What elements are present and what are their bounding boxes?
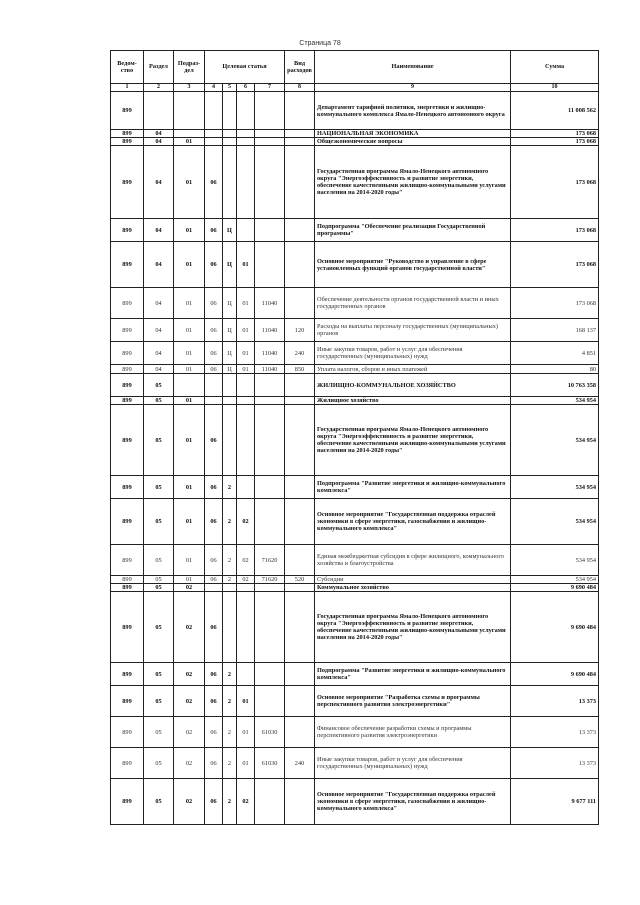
cell-ved: 899 — [111, 374, 144, 397]
cell-ved: 899 — [111, 365, 144, 374]
cell-name: ЖИЛИЩНО-КОММУНАЛЬНОЕ ХОЗЯЙСТВО — [315, 374, 511, 397]
cell-vid: 240 — [285, 342, 315, 365]
cell-tgt-d — [255, 779, 285, 825]
cell-tgt-b — [223, 92, 237, 130]
header-podrazdel: Подраз-дел — [174, 51, 205, 84]
cell-ved: 899 — [111, 545, 144, 576]
table-row — [111, 288, 599, 319]
cell-vid — [285, 130, 315, 138]
col-number: 8 — [285, 84, 315, 92]
cell-podrazdel: 01 — [174, 242, 205, 288]
cell-podrazdel: 01 — [174, 146, 205, 219]
cell-sum: 534 954 — [511, 397, 599, 405]
cell-sum: 13 373 — [511, 748, 599, 779]
cell-ved: 899 — [111, 146, 144, 219]
cell-tgt-d — [255, 397, 285, 405]
cell-sum: 173 068 — [511, 146, 599, 219]
table-row — [111, 779, 599, 825]
table-row — [111, 219, 599, 242]
cell-podrazdel: 01 — [174, 576, 205, 584]
cell-tgt-c — [237, 397, 255, 405]
cell-vid — [285, 584, 315, 592]
cell-tgt-d — [255, 499, 285, 545]
cell-vid: 240 — [285, 748, 315, 779]
cell-tgt-d — [255, 663, 285, 686]
cell-podrazdel: 01 — [174, 138, 205, 146]
cell-tgt-b: 2 — [223, 576, 237, 584]
cell-razdel: 04 — [144, 130, 174, 138]
header-ved: Ведом-ство — [111, 51, 144, 84]
cell-vid — [285, 545, 315, 576]
col-number: 5 — [223, 84, 237, 92]
cell-tgt-d — [255, 405, 285, 476]
cell-podrazdel: 01 — [174, 219, 205, 242]
cell-podrazdel: 01 — [174, 405, 205, 476]
cell-vid — [285, 405, 315, 476]
cell-name: Основное мероприятие "Государственная поддержка отраслей экономики в сфере энергетики, газоснабжения и жилищно-коммунального комплекса" — [315, 499, 511, 545]
cell-tgt-a: 06 — [205, 242, 223, 288]
cell-name: Подпрограмма "Обеспечение реализации Государственной программы" — [315, 219, 511, 242]
cell-tgt-c — [237, 130, 255, 138]
col-number: 9 — [315, 84, 511, 92]
cell-vid — [285, 242, 315, 288]
cell-tgt-b: 2 — [223, 686, 237, 717]
cell-tgt-c: 01 — [237, 365, 255, 374]
cell-name: Иные закупки товаров, работ и услуг для обеспечения государственных (муниципальных) нужд — [315, 342, 511, 365]
cell-name: Основное мероприятие "Государственная поддержка отраслей экономики в сфере энергетики, газоснабжения и жилищно-коммунального комплекса" — [315, 779, 511, 825]
cell-razdel: 04 — [144, 342, 174, 365]
cell-sum: 80 — [511, 365, 599, 374]
cell-sum: 9 690 484 — [511, 584, 599, 592]
table-row — [111, 476, 599, 499]
cell-vid — [285, 592, 315, 663]
table-row — [111, 130, 599, 138]
cell-ved: 899 — [111, 397, 144, 405]
table-row — [111, 499, 599, 545]
cell-name: Основное мероприятие "Разработка схемы и программы перспективного развития электроэнергетики" — [315, 686, 511, 717]
cell-tgt-c — [237, 476, 255, 499]
cell-vid — [285, 288, 315, 319]
cell-tgt-a: 06 — [205, 342, 223, 365]
cell-razdel: 04 — [144, 219, 174, 242]
cell-tgt-a: 06 — [205, 545, 223, 576]
cell-podrazdel — [174, 374, 205, 397]
cell-razdel: 05 — [144, 397, 174, 405]
cell-name: Общеэкономические вопросы — [315, 138, 511, 146]
cell-tgt-c: 01 — [237, 242, 255, 288]
cell-tgt-c: 02 — [237, 779, 255, 825]
cell-tgt-d — [255, 146, 285, 219]
cell-vid — [285, 219, 315, 242]
cell-ved: 899 — [111, 342, 144, 365]
cell-sum: 534 954 — [511, 499, 599, 545]
cell-razdel: 05 — [144, 717, 174, 748]
col-number: 4 — [205, 84, 223, 92]
cell-tgt-c: 01 — [237, 686, 255, 717]
cell-tgt-d: 11040 — [255, 342, 285, 365]
cell-name: Основное мероприятие "Руководство и управление в сфере установленных функций органов государственной власти" — [315, 242, 511, 288]
cell-tgt-d: 61030 — [255, 717, 285, 748]
cell-name: Уплата налогов, сборов и иных платежей — [315, 365, 511, 374]
cell-vid — [285, 374, 315, 397]
cell-tgt-a — [205, 138, 223, 146]
col-number: 3 — [174, 84, 205, 92]
cell-podrazdel: 02 — [174, 717, 205, 748]
cell-vid — [285, 686, 315, 717]
cell-razdel: 05 — [144, 405, 174, 476]
cell-tgt-c: 01 — [237, 288, 255, 319]
cell-tgt-a — [205, 584, 223, 592]
cell-sum: 9 690 484 — [511, 663, 599, 686]
col-number: 7 — [255, 84, 285, 92]
header-name: Наименование — [315, 51, 511, 84]
cell-podrazdel: 02 — [174, 779, 205, 825]
cell-vid — [285, 717, 315, 748]
cell-ved: 899 — [111, 92, 144, 130]
cell-vid — [285, 146, 315, 219]
cell-podrazdel — [174, 92, 205, 130]
cell-tgt-c — [237, 219, 255, 242]
header-sum: Сумма — [511, 51, 599, 84]
cell-podrazdel: 01 — [174, 476, 205, 499]
col-number: 1 — [111, 84, 144, 92]
cell-name: Расходы на выплаты персоналу государственных (муниципальных) органов — [315, 319, 511, 342]
cell-tgt-d — [255, 92, 285, 130]
cell-tgt-b: 2 — [223, 663, 237, 686]
cell-tgt-d — [255, 242, 285, 288]
cell-podrazdel: 02 — [174, 584, 205, 592]
cell-razdel — [144, 92, 174, 130]
col-number: 10 — [511, 84, 599, 92]
cell-name: Жилищное хозяйство — [315, 397, 511, 405]
cell-tgt-a: 06 — [205, 405, 223, 476]
cell-sum: 173 068 — [511, 242, 599, 288]
cell-tgt-b: 2 — [223, 476, 237, 499]
cell-tgt-d: 71620 — [255, 545, 285, 576]
cell-name: Финансовое обеспечение разработки схемы и программы перспективного развития электроэнергетики — [315, 717, 511, 748]
cell-razdel: 05 — [144, 576, 174, 584]
cell-tgt-b — [223, 397, 237, 405]
cell-sum: 9 690 484 — [511, 592, 599, 663]
cell-tgt-b: Ц — [223, 365, 237, 374]
cell-name: Государственная программа Ямало-Ненецкого автономного округа "Энергоэффективность и развитие энергетики, обеспечение качественными жилищно-коммунальными услугами населения на 2014-2020 годы" — [315, 146, 511, 219]
table-row — [111, 365, 599, 374]
cell-podrazdel: 01 — [174, 365, 205, 374]
cell-sum: 11 008 562 — [511, 92, 599, 130]
cell-vid: 850 — [285, 365, 315, 374]
col-number: 2 — [144, 84, 174, 92]
cell-podrazdel: 01 — [174, 499, 205, 545]
header-target-article: Целевая статья — [205, 51, 285, 84]
cell-tgt-d — [255, 138, 285, 146]
cell-tgt-c — [237, 374, 255, 397]
table-row — [111, 663, 599, 686]
cell-tgt-a: 06 — [205, 365, 223, 374]
cell-sum: 4 851 — [511, 342, 599, 365]
cell-tgt-b: Ц — [223, 242, 237, 288]
cell-tgt-c: 02 — [237, 576, 255, 584]
cell-razdel: 05 — [144, 476, 174, 499]
cell-ved: 899 — [111, 584, 144, 592]
cell-sum: 10 763 358 — [511, 374, 599, 397]
cell-tgt-a: 06 — [205, 748, 223, 779]
cell-ved: 899 — [111, 219, 144, 242]
cell-tgt-d: 11040 — [255, 288, 285, 319]
col-number: 6 — [237, 84, 255, 92]
cell-tgt-a: 06 — [205, 592, 223, 663]
cell-tgt-c — [237, 92, 255, 130]
cell-name: Государственная программа Ямало-Ненецкого автономного округа "Энергоэффективность и развитие энергетики, обеспечение качественными жилищно-коммунальными услугами населения на 2014-2020 годы" — [315, 592, 511, 663]
cell-vid: 120 — [285, 319, 315, 342]
cell-ved: 899 — [111, 319, 144, 342]
cell-name: Единая межбюджетная субсидия в сфере жилищного, коммунального хозяйства и благоустройства — [315, 545, 511, 576]
cell-tgt-a: 06 — [205, 319, 223, 342]
cell-sum: 168 137 — [511, 319, 599, 342]
cell-sum: 9 677 111 — [511, 779, 599, 825]
table-row — [111, 397, 599, 405]
cell-tgt-b — [223, 405, 237, 476]
cell-tgt-a — [205, 130, 223, 138]
cell-razdel: 05 — [144, 499, 174, 545]
cell-name: Коммунальное хозяйство — [315, 584, 511, 592]
cell-ved: 899 — [111, 405, 144, 476]
cell-tgt-a: 06 — [205, 717, 223, 748]
table-row — [111, 242, 599, 288]
cell-tgt-c — [237, 584, 255, 592]
cell-tgt-c — [237, 405, 255, 476]
header-vid: Вид расходов — [285, 51, 315, 84]
cell-name: Иные закупки товаров, работ и услуг для обеспечения государственных (муниципальных) нужд — [315, 748, 511, 779]
cell-sum: 13 373 — [511, 686, 599, 717]
cell-name: Подпрограмма "Развитие энергетики и жилищно-коммунального комплекса" — [315, 476, 511, 499]
cell-vid — [285, 138, 315, 146]
cell-tgt-d — [255, 686, 285, 717]
budget-table — [110, 50, 599, 825]
cell-podrazdel: 02 — [174, 592, 205, 663]
page-number: Страница 78 — [299, 40, 341, 47]
cell-tgt-b: Ц — [223, 219, 237, 242]
cell-sum: 534 954 — [511, 405, 599, 476]
cell-sum: 173 068 — [511, 219, 599, 242]
cell-ved: 899 — [111, 476, 144, 499]
cell-tgt-c: 01 — [237, 342, 255, 365]
table-row — [111, 92, 599, 130]
cell-tgt-b: 2 — [223, 545, 237, 576]
cell-tgt-d: 11040 — [255, 365, 285, 374]
cell-tgt-c — [237, 592, 255, 663]
cell-ved: 899 — [111, 779, 144, 825]
cell-podrazdel: 01 — [174, 545, 205, 576]
cell-tgt-a: 06 — [205, 219, 223, 242]
cell-ved: 899 — [111, 592, 144, 663]
cell-razdel: 05 — [144, 592, 174, 663]
cell-tgt-d — [255, 219, 285, 242]
cell-razdel: 05 — [144, 584, 174, 592]
cell-tgt-b: 2 — [223, 717, 237, 748]
cell-tgt-d: 11040 — [255, 319, 285, 342]
cell-name: Обеспечение деятельности органов государственной власти и иных государственных органов — [315, 288, 511, 319]
table-row — [111, 405, 599, 476]
cell-tgt-a: 06 — [205, 686, 223, 717]
cell-tgt-c — [237, 146, 255, 219]
cell-tgt-c: 01 — [237, 748, 255, 779]
cell-razdel: 04 — [144, 146, 174, 219]
cell-tgt-b: Ц — [223, 342, 237, 365]
cell-razdel: 04 — [144, 365, 174, 374]
cell-tgt-a: 06 — [205, 476, 223, 499]
cell-tgt-d — [255, 476, 285, 499]
table-row — [111, 545, 599, 576]
table-row — [111, 138, 599, 146]
cell-tgt-a: 06 — [205, 663, 223, 686]
header-razdel: Раздел — [144, 51, 174, 84]
cell-tgt-b — [223, 146, 237, 219]
cell-ved: 899 — [111, 138, 144, 146]
cell-sum: 534 954 — [511, 476, 599, 499]
cell-podrazdel: 01 — [174, 397, 205, 405]
cell-tgt-a — [205, 374, 223, 397]
cell-vid — [285, 779, 315, 825]
cell-tgt-c: 02 — [237, 499, 255, 545]
cell-ved: 899 — [111, 242, 144, 288]
table-row — [111, 576, 599, 584]
cell-tgt-d — [255, 374, 285, 397]
cell-sum: 534 954 — [511, 545, 599, 576]
cell-vid — [285, 499, 315, 545]
cell-name: Государственная программа Ямало-Ненецкого автономного округа "Энергоэффективность и развитие энергетики, обеспечение качественными жилищно-коммунальными услугами населения на 2014-2020 годы" — [315, 405, 511, 476]
cell-tgt-c: 01 — [237, 319, 255, 342]
cell-name: Департамент тарифной политики, энергетики и жилищно-коммунального комплекса Ямало-Ненецкого автономного округа — [315, 92, 511, 130]
cell-ved: 899 — [111, 686, 144, 717]
cell-sum: 13 373 — [511, 717, 599, 748]
cell-razdel: 04 — [144, 138, 174, 146]
cell-razdel: 04 — [144, 242, 174, 288]
cell-tgt-a — [205, 397, 223, 405]
cell-vid — [285, 663, 315, 686]
cell-tgt-a: 06 — [205, 288, 223, 319]
table-row — [111, 584, 599, 592]
cell-ved: 899 — [111, 576, 144, 584]
table-row — [111, 686, 599, 717]
cell-vid — [285, 397, 315, 405]
cell-tgt-c — [237, 138, 255, 146]
cell-tgt-b — [223, 130, 237, 138]
cell-tgt-d — [255, 130, 285, 138]
cell-razdel: 05 — [144, 686, 174, 717]
cell-tgt-b — [223, 584, 237, 592]
cell-razdel: 05 — [144, 374, 174, 397]
table-row — [111, 592, 599, 663]
cell-razdel: 05 — [144, 748, 174, 779]
cell-sum: 173 068 — [511, 288, 599, 319]
cell-razdel: 05 — [144, 663, 174, 686]
table-row — [111, 748, 599, 779]
cell-podrazdel: 02 — [174, 686, 205, 717]
cell-tgt-c: 01 — [237, 717, 255, 748]
cell-ved: 899 — [111, 748, 144, 779]
cell-podrazdel: 01 — [174, 288, 205, 319]
table-row — [111, 374, 599, 397]
cell-name: Подпрограмма "Развитие энергетики и жилищно-коммунального комплекса" — [315, 663, 511, 686]
cell-tgt-d — [255, 592, 285, 663]
cell-podrazdel: 01 — [174, 342, 205, 365]
cell-vid — [285, 92, 315, 130]
cell-tgt-b — [223, 592, 237, 663]
cell-tgt-d: 71620 — [255, 576, 285, 584]
cell-name: Субсидии — [315, 576, 511, 584]
cell-tgt-d: 61030 — [255, 748, 285, 779]
cell-sum: 534 954 — [511, 576, 599, 584]
cell-ved: 899 — [111, 130, 144, 138]
cell-vid — [285, 476, 315, 499]
cell-tgt-d — [255, 584, 285, 592]
cell-razdel: 04 — [144, 319, 174, 342]
cell-tgt-b: 2 — [223, 499, 237, 545]
cell-ved: 899 — [111, 499, 144, 545]
cell-podrazdel — [174, 130, 205, 138]
cell-tgt-a: 06 — [205, 499, 223, 545]
cell-ved: 899 — [111, 717, 144, 748]
cell-razdel: 04 — [144, 288, 174, 319]
table-row — [111, 146, 599, 219]
cell-podrazdel: 02 — [174, 748, 205, 779]
cell-tgt-b: Ц — [223, 288, 237, 319]
column-number-row — [111, 84, 599, 92]
cell-tgt-b: Ц — [223, 319, 237, 342]
table-row — [111, 319, 599, 342]
table-row — [111, 342, 599, 365]
cell-ved: 899 — [111, 288, 144, 319]
cell-tgt-a: 06 — [205, 576, 223, 584]
cell-tgt-a — [205, 92, 223, 130]
cell-sum: 173 068 — [511, 130, 599, 138]
cell-tgt-a: 06 — [205, 779, 223, 825]
cell-tgt-a: 06 — [205, 146, 223, 219]
cell-razdel: 05 — [144, 545, 174, 576]
cell-tgt-b — [223, 374, 237, 397]
cell-vid: 520 — [285, 576, 315, 584]
header-row — [111, 51, 599, 84]
cell-sum: 173 068 — [511, 138, 599, 146]
cell-tgt-b — [223, 138, 237, 146]
cell-podrazdel: 02 — [174, 663, 205, 686]
cell-name: НАЦИОНАЛЬНАЯ ЭКОНОМИКА — [315, 130, 511, 138]
cell-tgt-c — [237, 663, 255, 686]
cell-tgt-b: 2 — [223, 748, 237, 779]
cell-ved: 899 — [111, 663, 144, 686]
cell-tgt-b: 2 — [223, 779, 237, 825]
table-row — [111, 717, 599, 748]
cell-razdel: 05 — [144, 779, 174, 825]
cell-podrazdel: 01 — [174, 319, 205, 342]
cell-tgt-c: 02 — [237, 545, 255, 576]
